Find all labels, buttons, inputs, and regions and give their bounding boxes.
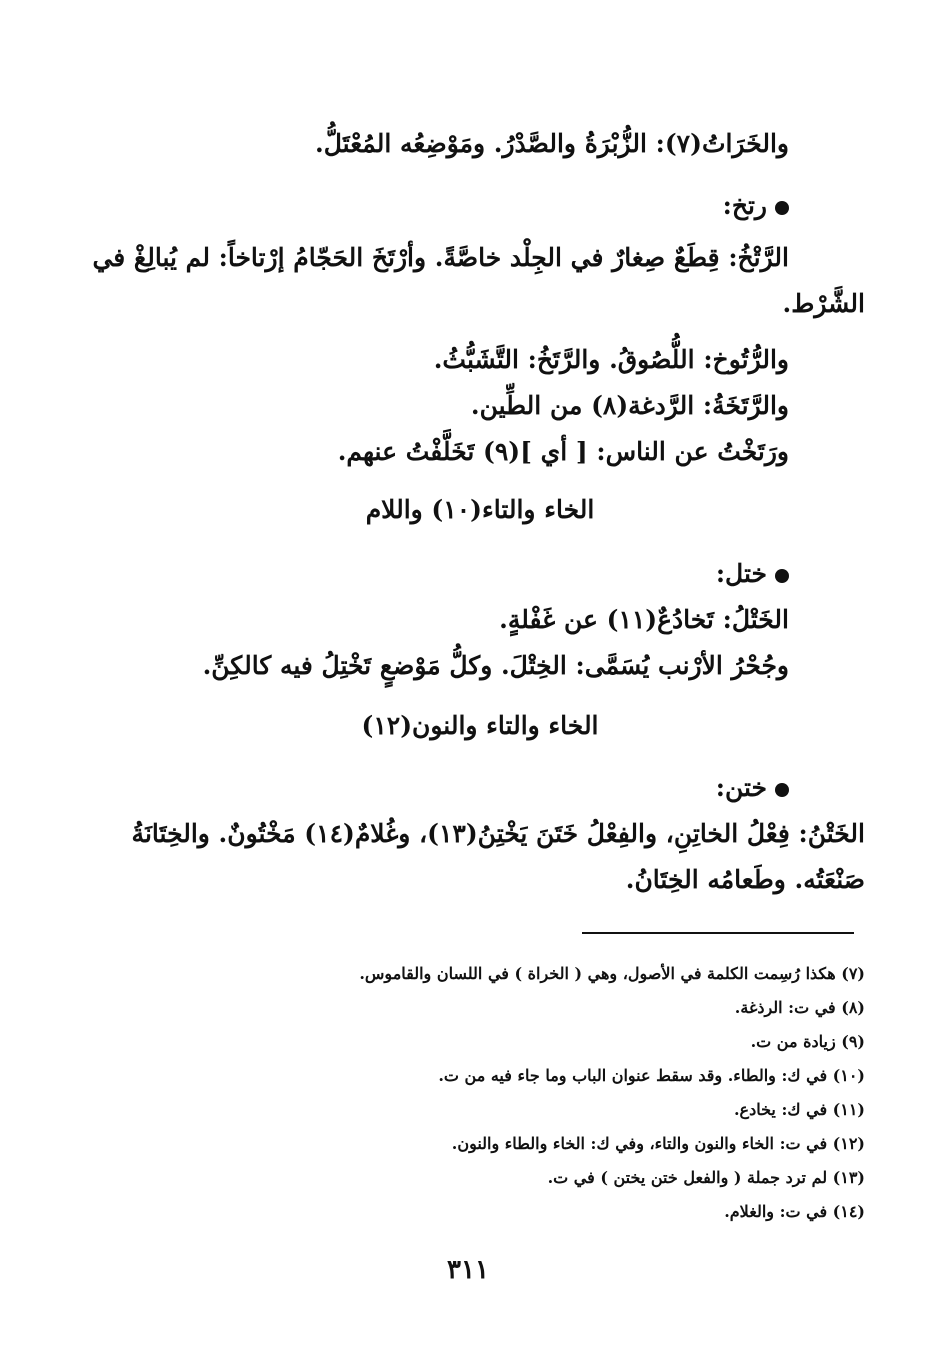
entry-khtl-label: ختل: (715, 559, 767, 588)
footnote-divider (582, 932, 854, 934)
text-line-10: صَنْعَتُه. وطَعامُه الخِتَانُ. (625, 865, 865, 894)
text-line-2: الرَّتْخُ: قِطَعٌ صِغارٌ في الجِلْد خاصَّةً. وأرْتَخَ الحَجّامُ إرْتاخاً: لم يُبالِغْ في (92, 243, 789, 272)
entry-khtl (716, 554, 789, 594)
text-line-8: وجُحْرُ الأرْنب يُسَمَّى: الخِتْلَ. وكلُّ مَوْضعٍ تَخْتِلُ فيه كالكِنِّ. (202, 651, 789, 680)
text-line-9: الخَتْنُ: فِعْلُ الخاتِنِ، والفِعْلُ خَتَنَ يَخْتِنُ(١٣)، وغُلامٌ(١٤) مَخْتُونٌ. والخِتَانَةُ (131, 819, 865, 848)
entry-rth (723, 186, 789, 226)
entry-khtn-label: ختن: (715, 773, 767, 802)
entry-khtn (716, 768, 789, 808)
text-line-6: ورَتَخْتُ عن الناس: [ أي ](٩) تَخَلَّفْتُ عنهم. (337, 437, 789, 466)
text-line-1: والخَرَاتُ(٧): الزُّبْرَةُ والصَّدْرُ. ومَوْضِعُه المُعْتَلُّ. (315, 129, 789, 158)
footnote-11: (١١) في ك: يخادع. (733, 1100, 865, 1119)
text-line-5: والرَّتَخَةُ: الرَّدغة(٨) من الطِّين. (470, 391, 789, 420)
bullet-icon (775, 569, 789, 583)
footnote-13: (١٣) لم ترد جملة ( والفعل ختن يختن ) في ت. (547, 1168, 865, 1187)
bullet-icon (775, 201, 789, 215)
footnote-12: (١٢) في ت: الخاء والنون والتاء، وفي ك: الخاء والطاء والنون. (451, 1134, 865, 1153)
footnote-9: (٩) زيادة من ت. (750, 1032, 865, 1051)
footnote-14: (١٤) في ت: والغلام. (724, 1202, 865, 1221)
text-line-3: الشَّرْط. (782, 289, 865, 318)
footnote-10: (١٠) في ك: والطاء. وقد سقط عنوان الباب وما جاء فيه من ت. (438, 1066, 865, 1085)
entry-rth-label: رتخ: (722, 191, 767, 220)
section-heading-2: الخاء والتاء والنون(١٢) (361, 711, 599, 740)
footnote-7: (٧) هكذا رُسِمت الكلمة في الأصول، وهي ( الخراة ) في اللسان والقاموس. (359, 964, 865, 983)
page-number: ٣١١ (447, 1255, 489, 1285)
text-line-4: والرُّتُوخ: اللُّصُوقُ. والرَّتَخُ: التَّشَبُّثُ. (433, 345, 789, 374)
footnote-8: (٨) في ت: الرذغة. (734, 998, 865, 1017)
section-heading-1: الخاء والتاء(١٠) واللام (365, 495, 595, 524)
bullet-icon (775, 783, 789, 797)
text-line-7: الخَتْلُ: تَخادُعٌ(١١) عن غَفْلةٍ. (499, 605, 789, 634)
